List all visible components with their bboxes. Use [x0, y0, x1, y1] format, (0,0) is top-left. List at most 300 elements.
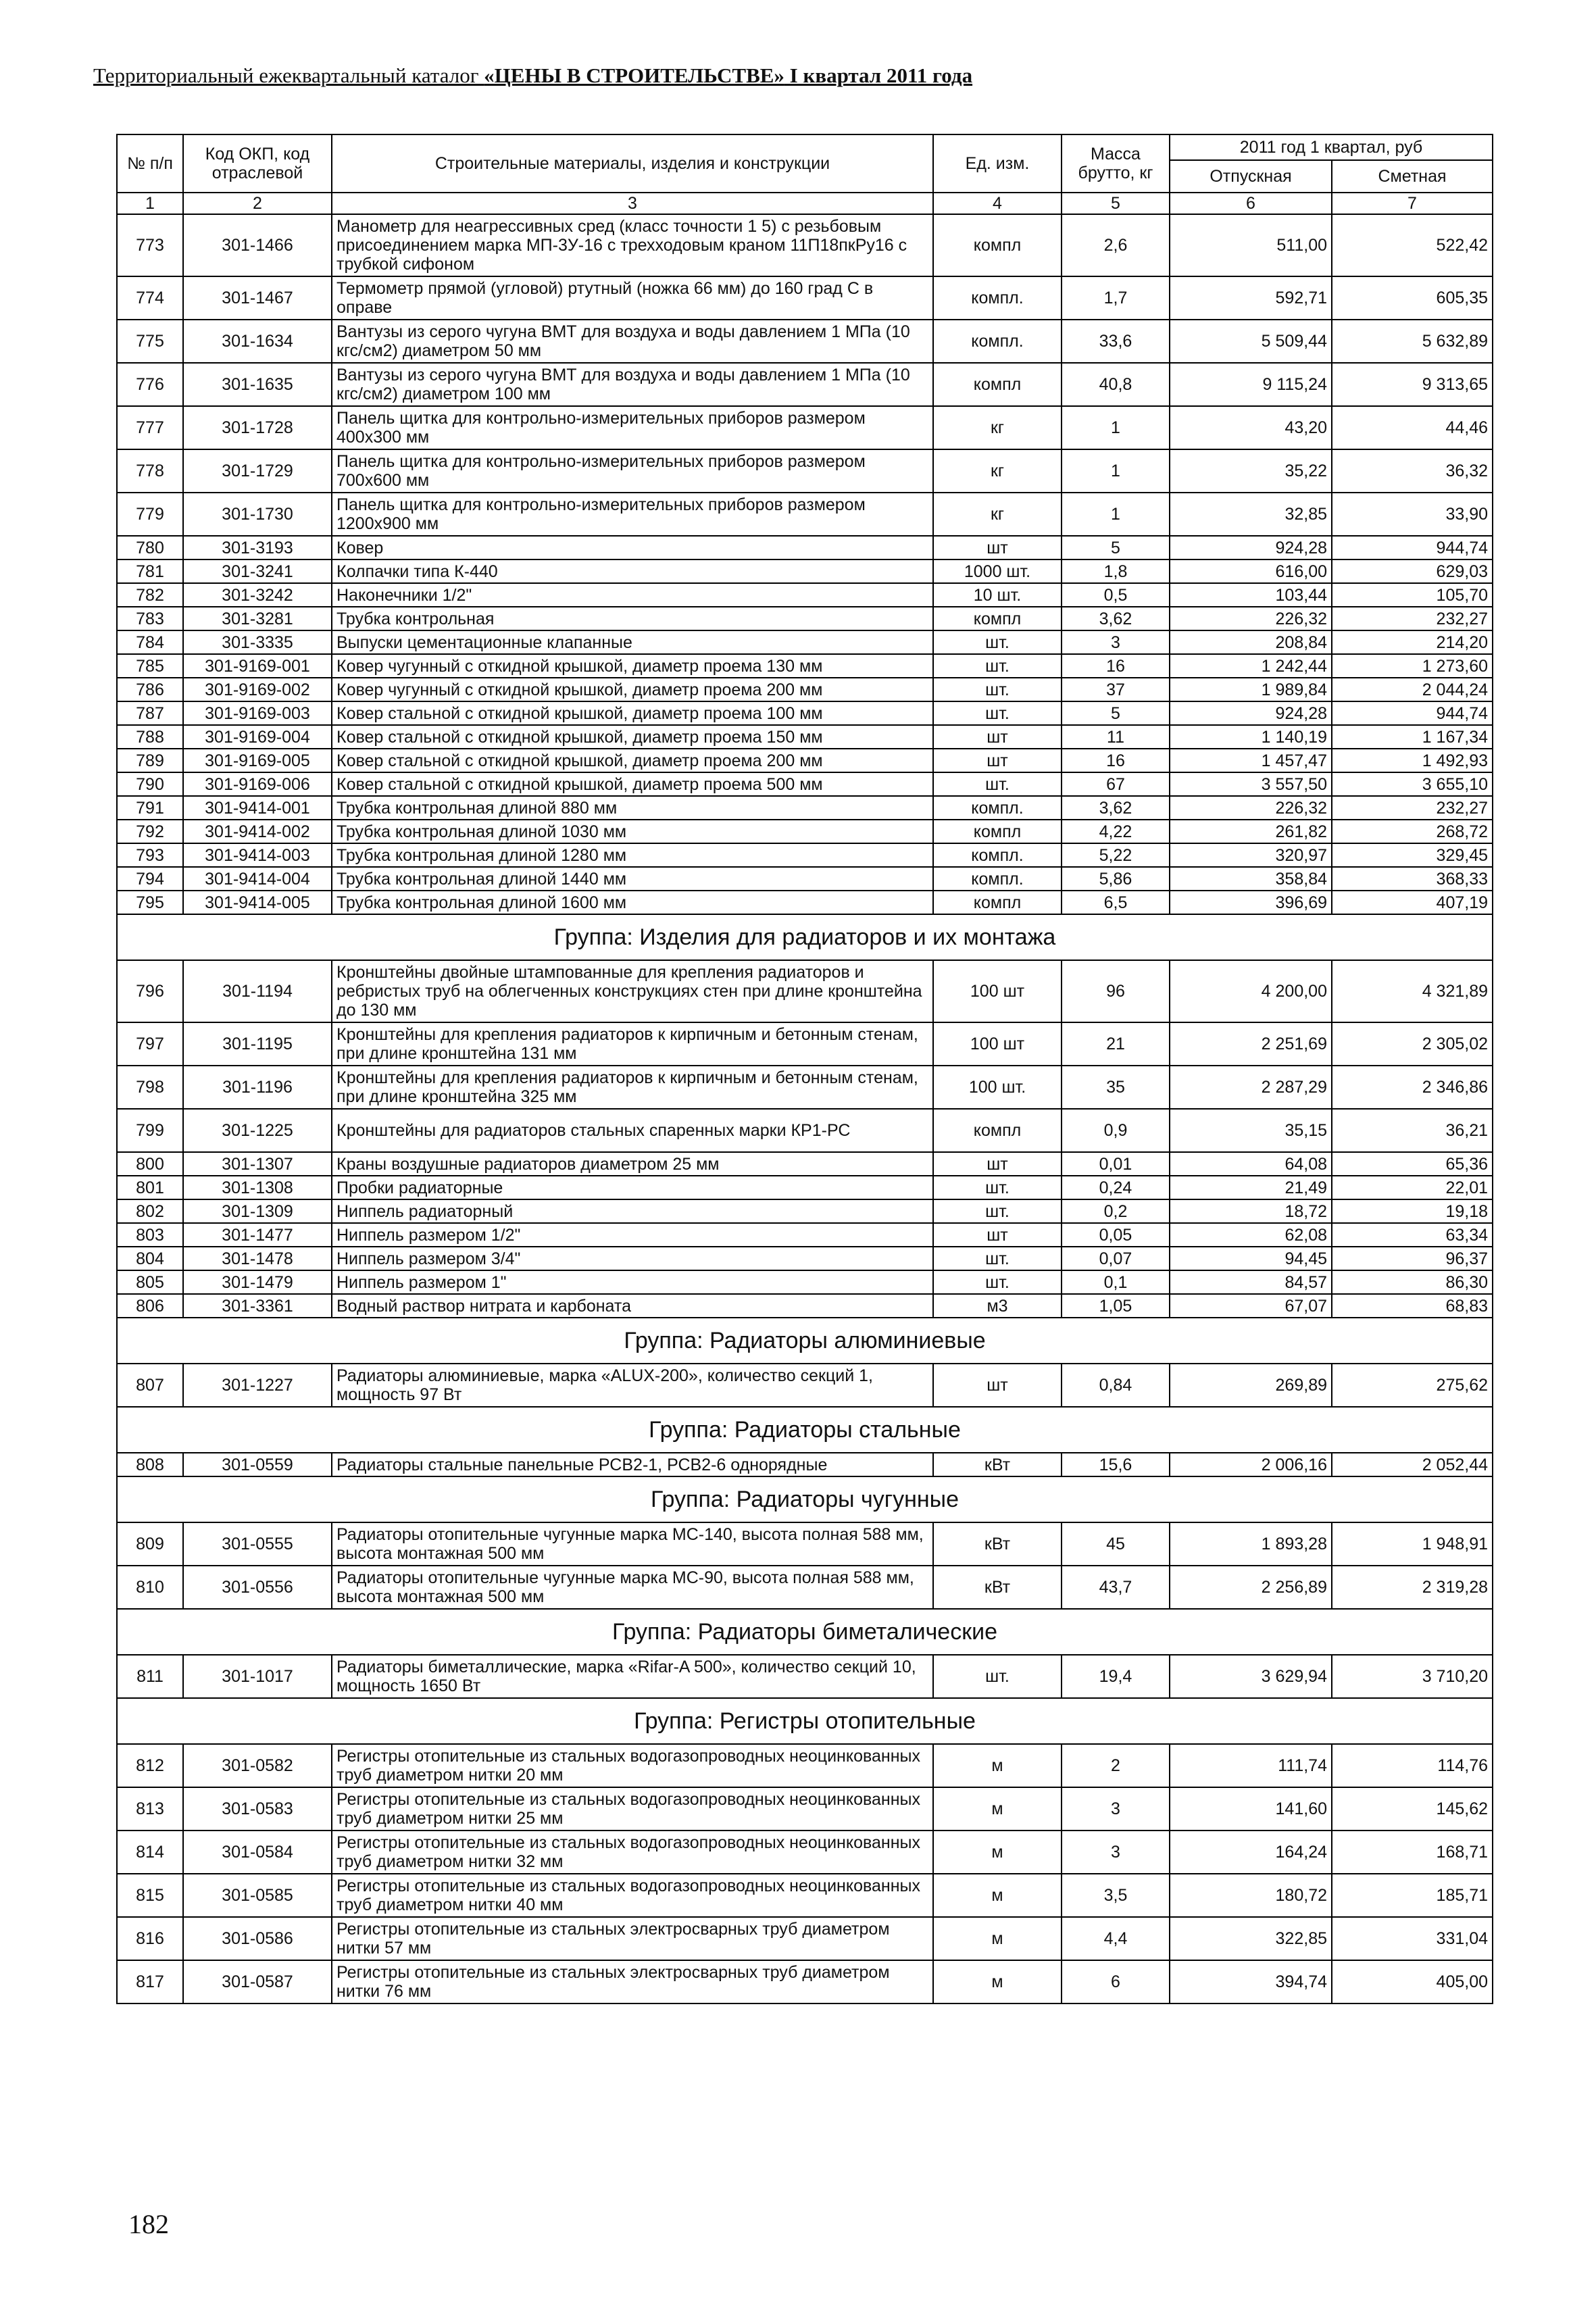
row-price-wholesale: 1 242,44	[1170, 654, 1332, 678]
row-code: 301-0583	[183, 1787, 332, 1831]
row-unit: шт	[933, 749, 1062, 772]
row-mass: 6,5	[1062, 891, 1170, 914]
row-number: 817	[117, 1960, 183, 2003]
row-unit: м	[933, 1831, 1062, 1874]
group-heading: Группа: Изделия для радиаторов и их монтажа	[117, 914, 1493, 960]
row-description: Радиаторы алюминиевые, марка «ALUX-200», количество секций 1, мощность 97 Вт	[332, 1364, 933, 1407]
row-code: 301-9414-004	[183, 867, 332, 891]
header-period: 2011 год 1 квартал, руб	[1170, 134, 1493, 160]
row-description: Трубка контрольная длиной 1600 мм	[332, 891, 933, 914]
row-description: Термометр прямой (угловой) ртутный (ножка 66 мм) до 160 град С в оправе	[332, 276, 933, 320]
row-code: 301-0555	[183, 1522, 332, 1566]
row-unit: м	[933, 1787, 1062, 1831]
row-price-estimate: 407,19	[1332, 891, 1493, 914]
row-code: 301-0582	[183, 1744, 332, 1787]
row-number: 776	[117, 363, 183, 406]
row-description: Ковер стальной с откидной крышкой, диаметр проема 500 мм	[332, 772, 933, 796]
row-mass: 33,6	[1062, 320, 1170, 363]
row-code: 301-0587	[183, 1960, 332, 2003]
row-price-wholesale: 394,74	[1170, 1960, 1332, 2003]
row-code: 301-1017	[183, 1655, 332, 1698]
row-description: Регистры отопительные из стальных электросварных труб диаметром нитки 76 мм	[332, 1960, 933, 2003]
table-row	[117, 607, 1493, 630]
row-price-estimate: 214,20	[1332, 630, 1493, 654]
row-code: 301-3242	[183, 583, 332, 607]
row-code: 301-1479	[183, 1270, 332, 1294]
row-description: Радиаторы биметаллические, марка «Rifar-A 500», количество секций 10, мощность 1650 Вт	[332, 1655, 933, 1698]
row-mass: 40,8	[1062, 363, 1170, 406]
table-row	[117, 1453, 1493, 1476]
row-code: 301-1634	[183, 320, 332, 363]
row-price-wholesale: 2 256,89	[1170, 1566, 1332, 1609]
row-number: 808	[117, 1453, 183, 1476]
table-row	[117, 1787, 1493, 1831]
row-code: 301-9169-003	[183, 701, 332, 725]
row-mass: 0,5	[1062, 583, 1170, 607]
row-mass: 5	[1062, 536, 1170, 559]
row-unit: компл.	[933, 276, 1062, 320]
row-number: 790	[117, 772, 183, 796]
table-row	[117, 678, 1493, 701]
row-price-wholesale: 208,84	[1170, 630, 1332, 654]
row-mass: 37	[1062, 678, 1170, 701]
row-code: 301-3335	[183, 630, 332, 654]
row-unit: шт.	[933, 678, 1062, 701]
row-number: 786	[117, 678, 183, 701]
row-number: 784	[117, 630, 183, 654]
row-unit: м	[933, 1917, 1062, 1960]
row-price-estimate: 2 305,02	[1332, 1022, 1493, 1066]
row-description: Кронштейны для радиаторов стальных спаренных марки КР1-РС	[332, 1109, 933, 1152]
row-description: Ковер чугунный с откидной крышкой, диаметр проема 130 мм	[332, 654, 933, 678]
row-price-estimate: 1 948,91	[1332, 1522, 1493, 1566]
table-row	[117, 1109, 1493, 1152]
table-row	[117, 1176, 1493, 1199]
table-row	[117, 1294, 1493, 1318]
row-mass: 2	[1062, 1744, 1170, 1787]
row-price-wholesale: 35,15	[1170, 1109, 1332, 1152]
row-price-wholesale: 3 557,50	[1170, 772, 1332, 796]
column-number: 3	[332, 193, 933, 214]
row-price-estimate: 232,27	[1332, 796, 1493, 820]
row-unit: шт	[933, 1364, 1062, 1407]
row-mass: 1,05	[1062, 1294, 1170, 1318]
row-description: Регистры отопительные из стальных водогазопроводных неоцинкованных труб диаметром нитки 32 мм	[332, 1831, 933, 1874]
row-price-estimate: 522,42	[1332, 214, 1493, 276]
row-number: 815	[117, 1874, 183, 1917]
group-heading: Группа: Радиаторы алюминиевые	[117, 1318, 1493, 1364]
row-code: 301-1225	[183, 1109, 332, 1152]
row-unit: компл	[933, 607, 1062, 630]
row-price-estimate: 2 044,24	[1332, 678, 1493, 701]
row-price-wholesale: 5 509,44	[1170, 320, 1332, 363]
table-row	[117, 867, 1493, 891]
row-code: 301-0585	[183, 1874, 332, 1917]
row-description: Вантузы из серого чугуна ВМТ для воздуха и воды давлением 1 МПа (10 кгс/см2) диаметром 100 мм	[332, 363, 933, 406]
row-price-wholesale: 180,72	[1170, 1874, 1332, 1917]
row-price-estimate: 33,90	[1332, 493, 1493, 536]
row-unit: компл	[933, 1109, 1062, 1152]
row-code: 301-9414-003	[183, 843, 332, 867]
row-mass: 15,6	[1062, 1453, 1170, 1476]
row-number: 804	[117, 1247, 183, 1270]
row-unit: компл.	[933, 843, 1062, 867]
row-description: Пробки радиаторные	[332, 1176, 933, 1199]
table-row	[117, 1247, 1493, 1270]
row-price-estimate: 1 492,93	[1332, 749, 1493, 772]
row-unit: 100 шт	[933, 960, 1062, 1022]
row-description: Ковер стальной с откидной крышкой, диаметр проема 150 мм	[332, 725, 933, 749]
column-number-row	[117, 193, 1493, 214]
row-number: 785	[117, 654, 183, 678]
row-code: 301-1195	[183, 1022, 332, 1066]
header-suffix: I квартал 2011 года	[784, 64, 973, 87]
row-unit: шт.	[933, 654, 1062, 678]
row-code: 301-3281	[183, 607, 332, 630]
row-price-wholesale: 2 287,29	[1170, 1066, 1332, 1109]
row-mass: 2,6	[1062, 214, 1170, 276]
row-price-estimate: 629,03	[1332, 559, 1493, 583]
row-code: 301-0556	[183, 1566, 332, 1609]
header-price-wholesale: Отпускная	[1170, 160, 1332, 193]
row-code: 301-1227	[183, 1364, 332, 1407]
row-unit: м	[933, 1960, 1062, 2003]
row-number: 806	[117, 1294, 183, 1318]
row-price-wholesale: 1 140,19	[1170, 725, 1332, 749]
row-number: 807	[117, 1364, 183, 1407]
row-price-wholesale: 21,49	[1170, 1176, 1332, 1199]
row-mass: 19,4	[1062, 1655, 1170, 1698]
row-price-estimate: 4 321,89	[1332, 960, 1493, 1022]
row-number: 781	[117, 559, 183, 583]
row-unit: компл	[933, 891, 1062, 914]
row-mass: 5	[1062, 701, 1170, 725]
row-price-wholesale: 103,44	[1170, 583, 1332, 607]
row-description: Краны воздушные радиаторов диаметром 25 мм	[332, 1152, 933, 1176]
row-price-wholesale: 62,08	[1170, 1223, 1332, 1247]
table-row	[117, 320, 1493, 363]
row-number: 810	[117, 1566, 183, 1609]
row-description: Радиаторы отопительные чугунные марка МС-140, высота полная 588 мм, высота монтажная 500 мм	[332, 1522, 933, 1566]
group-heading-row	[117, 1407, 1493, 1453]
table-row	[117, 363, 1493, 406]
table-body	[117, 214, 1493, 2003]
row-code: 301-1635	[183, 363, 332, 406]
row-unit: кВт	[933, 1522, 1062, 1566]
row-code: 301-1308	[183, 1176, 332, 1199]
row-number: 812	[117, 1744, 183, 1787]
row-mass: 43,7	[1062, 1566, 1170, 1609]
row-price-wholesale: 43,20	[1170, 406, 1332, 449]
column-number: 5	[1062, 193, 1170, 214]
header-num: № п/п	[117, 134, 183, 193]
row-number: 800	[117, 1152, 183, 1176]
row-description: Кронштейны для крепления радиаторов к кирпичным и бетонным стенам, при длине кронштейна 131 мм	[332, 1022, 933, 1066]
table-row	[117, 449, 1493, 493]
row-number: 787	[117, 701, 183, 725]
header-mass: Масса брутто, кг	[1062, 134, 1170, 193]
row-code: 301-1728	[183, 406, 332, 449]
row-price-estimate: 36,21	[1332, 1109, 1493, 1152]
row-number: 813	[117, 1787, 183, 1831]
row-price-estimate: 5 632,89	[1332, 320, 1493, 363]
header-price-estimate: Сметная	[1332, 160, 1493, 193]
row-price-estimate: 96,37	[1332, 1247, 1493, 1270]
row-number: 799	[117, 1109, 183, 1152]
row-unit: кВт	[933, 1453, 1062, 1476]
row-code: 301-0586	[183, 1917, 332, 1960]
column-number: 7	[1332, 193, 1493, 214]
row-price-wholesale: 358,84	[1170, 867, 1332, 891]
row-code: 301-1309	[183, 1199, 332, 1223]
row-price-wholesale: 261,82	[1170, 820, 1332, 843]
row-price-wholesale: 226,32	[1170, 607, 1332, 630]
row-price-wholesale: 1 457,47	[1170, 749, 1332, 772]
row-number: 780	[117, 536, 183, 559]
table-row	[117, 843, 1493, 867]
row-price-estimate: 275,62	[1332, 1364, 1493, 1407]
table-row	[117, 536, 1493, 559]
row-number: 798	[117, 1066, 183, 1109]
table-row	[117, 749, 1493, 772]
row-code: 301-0559	[183, 1453, 332, 1476]
row-price-estimate: 268,72	[1332, 820, 1493, 843]
row-code: 301-3193	[183, 536, 332, 559]
row-price-wholesale: 164,24	[1170, 1831, 1332, 1874]
row-number: 796	[117, 960, 183, 1022]
row-price-estimate: 2 052,44	[1332, 1453, 1493, 1476]
row-number: 777	[117, 406, 183, 449]
row-code: 301-1477	[183, 1223, 332, 1247]
row-unit: кг	[933, 449, 1062, 493]
table-row	[117, 1270, 1493, 1294]
row-price-wholesale: 924,28	[1170, 701, 1332, 725]
row-unit: кг	[933, 493, 1062, 536]
table-row	[117, 1022, 1493, 1066]
header-description: Строительные материалы, изделия и конструкции	[332, 134, 933, 193]
row-price-wholesale: 35,22	[1170, 449, 1332, 493]
price-table	[116, 134, 1493, 2004]
row-unit: м	[933, 1744, 1062, 1787]
row-description: Ковер чугунный с откидной крышкой, диаметр проема 200 мм	[332, 678, 933, 701]
row-number: 782	[117, 583, 183, 607]
row-price-estimate: 232,27	[1332, 607, 1493, 630]
row-price-estimate: 2 319,28	[1332, 1566, 1493, 1609]
row-mass: 4,22	[1062, 820, 1170, 843]
row-mass: 11	[1062, 725, 1170, 749]
group-heading: Группа: Радиаторы биметалические	[117, 1609, 1493, 1655]
row-description: Радиаторы отопительные чугунные марка МС-90, высота полная 588 мм, высота монтажная 500 мм	[332, 1566, 933, 1609]
row-description: Радиаторы стальные панельные РСВ2-1, РСВ2-6 однорядные	[332, 1453, 933, 1476]
row-number: 802	[117, 1199, 183, 1223]
row-price-wholesale: 226,32	[1170, 796, 1332, 820]
row-price-wholesale: 32,85	[1170, 493, 1332, 536]
table-row	[117, 654, 1493, 678]
row-description: Кронштейны для крепления радиаторов к кирпичным и бетонным стенам, при длине кронштейна 325 мм	[332, 1066, 933, 1109]
table-row	[117, 820, 1493, 843]
row-price-wholesale: 511,00	[1170, 214, 1332, 276]
row-price-estimate: 944,74	[1332, 536, 1493, 559]
table-row	[117, 276, 1493, 320]
row-number: 803	[117, 1223, 183, 1247]
row-price-wholesale: 2 006,16	[1170, 1453, 1332, 1476]
group-heading-row	[117, 1476, 1493, 1522]
header-unit: Ед. изм.	[933, 134, 1062, 193]
table-row	[117, 1655, 1493, 1698]
row-price-wholesale: 2 251,69	[1170, 1022, 1332, 1066]
table-row	[117, 493, 1493, 536]
row-description: Трубка контрольная	[332, 607, 933, 630]
row-price-estimate: 145,62	[1332, 1787, 1493, 1831]
group-heading-row	[117, 1609, 1493, 1655]
row-code: 301-3241	[183, 559, 332, 583]
row-mass: 0,05	[1062, 1223, 1170, 1247]
row-mass: 5,22	[1062, 843, 1170, 867]
row-code: 301-9414-005	[183, 891, 332, 914]
row-price-estimate: 19,18	[1332, 1199, 1493, 1223]
row-number: 795	[117, 891, 183, 914]
row-unit: компл	[933, 363, 1062, 406]
row-code: 301-9169-004	[183, 725, 332, 749]
table-row	[117, 701, 1493, 725]
table-row	[117, 1566, 1493, 1609]
table-row	[117, 1831, 1493, 1874]
row-unit: шт.	[933, 630, 1062, 654]
table-row	[117, 1522, 1493, 1566]
row-price-estimate: 63,34	[1332, 1223, 1493, 1247]
group-heading: Группа: Регистры отопительные	[117, 1698, 1493, 1744]
row-unit: компл.	[933, 320, 1062, 363]
row-mass: 3,5	[1062, 1874, 1170, 1917]
row-unit: компл	[933, 820, 1062, 843]
row-unit: компл	[933, 214, 1062, 276]
table-row	[117, 725, 1493, 749]
row-price-estimate: 68,83	[1332, 1294, 1493, 1318]
row-unit: 100 шт	[933, 1022, 1062, 1066]
row-description: Панель щитка для контрольно-измерительных приборов размером 700х600 мм	[332, 449, 933, 493]
row-price-estimate: 1 273,60	[1332, 654, 1493, 678]
row-price-estimate: 168,71	[1332, 1831, 1493, 1874]
row-price-estimate: 44,46	[1332, 406, 1493, 449]
row-mass: 45	[1062, 1522, 1170, 1566]
row-price-estimate: 605,35	[1332, 276, 1493, 320]
row-number: 797	[117, 1022, 183, 1066]
row-description: Ниппель размером 3/4"	[332, 1247, 933, 1270]
table-row	[117, 1223, 1493, 1247]
row-price-wholesale: 924,28	[1170, 536, 1332, 559]
row-description: Ниппель радиаторный	[332, 1199, 933, 1223]
row-unit: шт.	[933, 1655, 1062, 1698]
header-prefix: Территориальный ежеквартальный каталог	[93, 64, 484, 87]
row-unit: шт.	[933, 1270, 1062, 1294]
row-code: 301-1730	[183, 493, 332, 536]
group-heading-row	[117, 1318, 1493, 1364]
row-number: 801	[117, 1176, 183, 1199]
row-number: 811	[117, 1655, 183, 1698]
row-price-wholesale: 111,74	[1170, 1744, 1332, 1787]
row-mass: 16	[1062, 749, 1170, 772]
table-row	[117, 214, 1493, 276]
row-price-wholesale: 64,08	[1170, 1152, 1332, 1176]
row-description: Трубка контрольная длиной 880 мм	[332, 796, 933, 820]
row-description: Панель щитка для контрольно-измерительных приборов размером 400х300 мм	[332, 406, 933, 449]
row-price-estimate: 22,01	[1332, 1176, 1493, 1199]
row-number: 816	[117, 1917, 183, 1960]
row-description: Трубка контрольная длиной 1280 мм	[332, 843, 933, 867]
row-description: Регистры отопительные из стальных электросварных труб диаметром нитки 57 мм	[332, 1917, 933, 1960]
row-code: 301-9169-005	[183, 749, 332, 772]
row-unit: компл.	[933, 867, 1062, 891]
row-number: 789	[117, 749, 183, 772]
row-mass: 4,4	[1062, 1917, 1170, 1960]
row-code: 301-3361	[183, 1294, 332, 1318]
column-number: 1	[117, 193, 183, 214]
row-unit: м3	[933, 1294, 1062, 1318]
row-description: Колпачки типа К-440	[332, 559, 933, 583]
row-description: Кронштейны двойные штампованные для крепления радиаторов и ребристых труб на облегченных конструкциях стен при длине кронштейна до 130 мм	[332, 960, 933, 1022]
row-price-estimate: 405,00	[1332, 1960, 1493, 2003]
row-price-estimate: 3 710,20	[1332, 1655, 1493, 1698]
row-number: 783	[117, 607, 183, 630]
row-code: 301-1478	[183, 1247, 332, 1270]
row-mass: 1	[1062, 449, 1170, 493]
row-description: Ковер	[332, 536, 933, 559]
row-description: Ниппель размером 1/2"	[332, 1223, 933, 1247]
row-mass: 67	[1062, 772, 1170, 796]
group-heading-row	[117, 914, 1493, 960]
row-mass: 0,84	[1062, 1364, 1170, 1407]
row-description: Выпуски цементационные клапанные	[332, 630, 933, 654]
column-number: 2	[183, 193, 332, 214]
row-price-wholesale: 3 629,94	[1170, 1655, 1332, 1698]
row-price-wholesale: 67,07	[1170, 1294, 1332, 1318]
row-mass: 16	[1062, 654, 1170, 678]
row-mass: 1	[1062, 406, 1170, 449]
row-unit: шт.	[933, 1199, 1062, 1223]
row-price-estimate: 2 346,86	[1332, 1066, 1493, 1109]
row-unit: шт.	[933, 772, 1062, 796]
row-price-estimate: 331,04	[1332, 1917, 1493, 1960]
row-description: Ковер стальной с откидной крышкой, диаметр проема 100 мм	[332, 701, 933, 725]
row-code: 301-1466	[183, 214, 332, 276]
row-description: Трубка контрольная длиной 1030 мм	[332, 820, 933, 843]
row-unit: компл.	[933, 796, 1062, 820]
row-mass: 35	[1062, 1066, 1170, 1109]
row-mass: 0,01	[1062, 1152, 1170, 1176]
row-price-wholesale: 94,45	[1170, 1247, 1332, 1270]
row-code: 301-9169-001	[183, 654, 332, 678]
row-number: 794	[117, 867, 183, 891]
table-row	[117, 891, 1493, 914]
row-number: 809	[117, 1522, 183, 1566]
table-row	[117, 772, 1493, 796]
row-code: 301-9169-006	[183, 772, 332, 796]
row-mass: 6	[1062, 1960, 1170, 2003]
table-row	[117, 406, 1493, 449]
row-unit: кВт	[933, 1566, 1062, 1609]
table-row	[117, 960, 1493, 1022]
row-mass: 1,7	[1062, 276, 1170, 320]
row-description: Ковер стальной с откидной крышкой, диаметр проема 200 мм	[332, 749, 933, 772]
group-heading-row	[117, 1698, 1493, 1744]
table-row	[117, 1874, 1493, 1917]
row-unit: 10 шт.	[933, 583, 1062, 607]
row-price-wholesale: 322,85	[1170, 1917, 1332, 1960]
row-code: 301-1467	[183, 276, 332, 320]
row-price-estimate: 36,32	[1332, 449, 1493, 493]
row-mass: 96	[1062, 960, 1170, 1022]
table-row	[117, 1744, 1493, 1787]
